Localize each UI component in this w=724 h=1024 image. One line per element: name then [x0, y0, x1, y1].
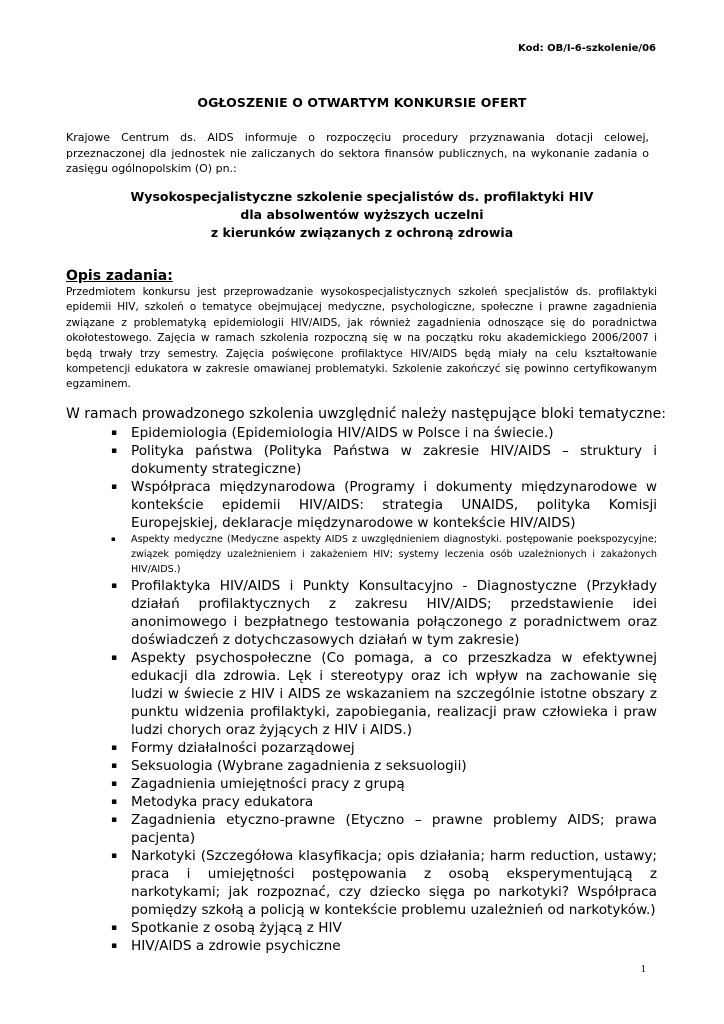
- bullet-icon: ▪: [111, 779, 118, 789]
- bullet-icon: ▪: [111, 535, 116, 543]
- page-number: 1: [640, 963, 646, 975]
- bullet-icon: ▪: [111, 815, 118, 825]
- list-item-text: Metodyka pracy edukatora: [131, 794, 314, 810]
- list-item-text: Aspekty psychospołeczne (Co pomaga, a co przeszkadza w efektywnej edukacji dla zdrowia. Lęk i stereotypy oraz ich wpływ na zachowanie się ludzi w świecie z HIV i AIDS ze wskazaniem na szczególnie istotne obszary z punktu widzenia profilaktyki, zapobiegania, realizacji praw człowieka i praw ludzi chorych oraz żyjących z HIV i AIDS.): [131, 650, 657, 738]
- list-item-text: Seksuologia (Wybrane zagadnienia z seksuologii): [131, 758, 467, 774]
- bullet-icon: ▪: [111, 941, 118, 951]
- list-item-text: Współpraca międzynarodowa (Programy i dokumenty międzynarodowe w kontekście epidemii HIV/AIDS: strategia UNAIDS, polityka Komisji Europejskiej, deklaracje międzynarodowe w kontekście HIV/AIDS): [131, 479, 657, 531]
- list-item: [66, 577, 657, 649]
- intro-paragraph: Krajowe Centrum ds. AIDS informuje o rozpoczęciu procedury przyznawania dotacji celowej, przeznaczonej dla jednostek nie zaliczanych do sektora finansów publicznych, na wykonanie zadania o zasięgu ogólnopolskim (O) pn.:: [66, 131, 649, 175]
- task-subject: [0, 188, 724, 242]
- list-item-text: Formy działalności pozarządowej: [131, 740, 355, 756]
- bullet-icon: ▪: [111, 761, 118, 771]
- list-item: [66, 793, 657, 811]
- list-item: [66, 442, 657, 478]
- list-item: [66, 739, 657, 757]
- list-item: [66, 937, 657, 955]
- list-item: [66, 649, 657, 739]
- list-item-text: HIV/AIDS a zdrowie psychiczne: [131, 938, 341, 954]
- subject-line-3: z kierunków związanych z ochroną zdrowia: [210, 225, 514, 240]
- list-item: [66, 811, 657, 847]
- blocks-intro: W ramach prowadzonego szkolenia uwzględnić należy następujące bloki tematyczne:: [66, 406, 666, 422]
- bullet-icon: ▪: [111, 446, 118, 456]
- bullet-icon: ▪: [111, 653, 118, 663]
- list-item-text: Zagadnienia etyczno-prawne (Etyczno – prawne problemy AIDS; prawa pacjenta): [131, 812, 657, 846]
- list-item-text: Spotkanie z osobą żyjącą z HIV: [131, 920, 342, 936]
- list-item: [66, 757, 657, 775]
- list-item-text: Polityka państwa (Polityka Państwa w zakresie HIV/AIDS – struktury i dokumenty strategiczne): [131, 443, 657, 477]
- list-item: [66, 532, 657, 577]
- task-description: Przedmiotem konkursu jest przeprowadzanie wysokospecjalistycznych szkoleń specjalistów ds. profilaktyki epidemii HIV, szkoleń o tematyce obejmującej medyczne, psychologiczne, społeczne i prawne zagadnienia związane z problematyką epidemiologii HIV/AIDS, jak również zagadnienia odnoszące się do poradnictwa okołotestowego. Zajęcia w ramach szkolenia rozpoczną się w na początku roku akademickiego 2006/2007 i będą trwały trzy semestry. Zajęcia poświęcone profilaktyce HIV/AIDS będą miały na celu kształtowanie kompetencji edukatora w zakresie omawianej problematyki. Szkolenie zakończyć się powinno certyfikowanym egzaminem.: [66, 286, 657, 391]
- task-heading: Opis zadania:: [66, 268, 173, 284]
- list-item-text: Epidemiologia (Epidemiologia HIV/AIDS w Polsce i na świecie.): [131, 425, 554, 441]
- list-item: [66, 424, 657, 442]
- subject-line-2: dla absolwentów wyższych uczelni: [240, 207, 484, 222]
- list-item: [66, 919, 657, 937]
- bullet-icon: ▪: [111, 923, 118, 933]
- document-title: OGŁOSZENIE O OTWARTYM KONKURSIE OFERT: [197, 95, 527, 110]
- bullet-icon: ▪: [111, 743, 118, 753]
- list-item-text: Narkotyki (Szczegółowa klasyfikacja; opis działania; harm reduction, ustawy; praca i umiejętności postępowania z osobą eksperymentującą z narkotykami; jak rozpoznać, czy dziecko sięga po narkotyki? Współpraca pomiędzy szkołą a policją w kontekście problemu uzależnień od narkotyków.): [131, 848, 657, 918]
- bullet-icon: ▪: [111, 581, 118, 591]
- list-item-text: Profilaktyka HIV/AIDS i Punkty Konsultacyjno - Diagnostyczne (Przykłady działań profilaktycznych z zakresu HIV/AIDS; przedstawienie idei anonimowego i bezpłatnego testowania połączonego z poradnictwem oraz doświadczeń z dotychczasowych działań w tym zakresie): [131, 578, 657, 648]
- document-code: Kod: OB/I-6-szkolenie/06: [518, 43, 656, 54]
- list-item: [66, 775, 657, 793]
- subject-line-1: Wysokospecjalistyczne szkolenie specjalistów ds. profilaktyki HIV: [130, 189, 594, 204]
- bullet-icon: ▪: [111, 482, 118, 492]
- list-item-text: Aspekty medyczne (Medyczne aspekty AIDS z uwzględnieniem diagnostyki. postępowanie poekspozycyjne; związek pomiędzy uzależnieniem i zakażeniem HIV; systemy leczenia osób uzależnionych i zakażonych HIV/AIDS.): [131, 534, 657, 575]
- bullet-icon: ▪: [111, 428, 118, 438]
- thematic-blocks-list: [66, 424, 657, 955]
- bullet-icon: ▪: [111, 851, 118, 861]
- list-item-text: Zagadnienia umiejętności pracy z grupą: [131, 776, 405, 792]
- list-item: [66, 478, 657, 532]
- list-item: [66, 847, 657, 919]
- bullet-icon: ▪: [111, 797, 118, 807]
